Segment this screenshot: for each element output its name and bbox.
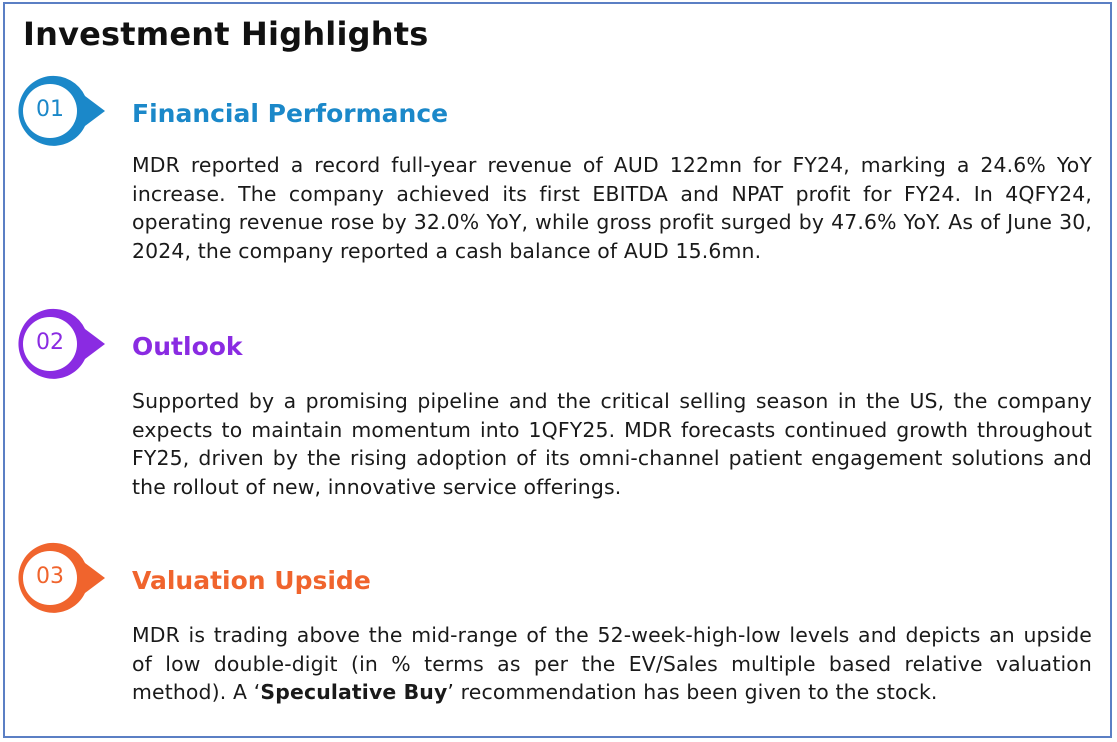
section-body	[132, 621, 1092, 707]
section-number: 01	[36, 97, 64, 122]
body-text-before: MDR is trading above the mid-range of the 52-week-high-low levels and depicts an upside of low double-digit (in % terms as per the EV/Sales multiple based relative valuation method). A ‘	[132, 623, 1092, 704]
number-badge-icon	[12, 74, 112, 148]
page-title: Investment Highlights	[23, 15, 429, 53]
section-number: 02	[36, 330, 64, 355]
number-badge-icon	[12, 307, 112, 381]
body-text-after: ’ recommendation has been given to the stock.	[447, 680, 938, 704]
section-body: Supported by a promising pipeline and the critical selling season in the US, the company expects to maintain momentum into 1QFY25. MDR forecasts continued growth throughout FY25, driven by the rising adoption of its omni-channel patient engagement solutions and the rollout of new, innovative service offerings.	[132, 389, 1092, 499]
recommendation-text: Speculative Buy	[260, 680, 448, 704]
section-heading: Financial Performance	[132, 99, 449, 128]
investment-highlights-panel	[3, 2, 1112, 738]
section-heading: Outlook	[132, 332, 243, 361]
section-heading: Valuation Upside	[132, 566, 371, 595]
number-badge-icon	[12, 541, 112, 615]
section-body: MDR reported a record full-year revenue of AUD 122mn for FY24, marking a 24.6% YoY increase. The company achieved its first EBITDA and NPAT profit for FY24. In 4QFY24, operating revenue rose by 32.0% YoY, while gross profit surged by 47.6% YoY. As of June 30, 2024, the company reported a cash balance of AUD 15.6mn.	[132, 153, 1092, 263]
section-number: 03	[36, 564, 64, 589]
